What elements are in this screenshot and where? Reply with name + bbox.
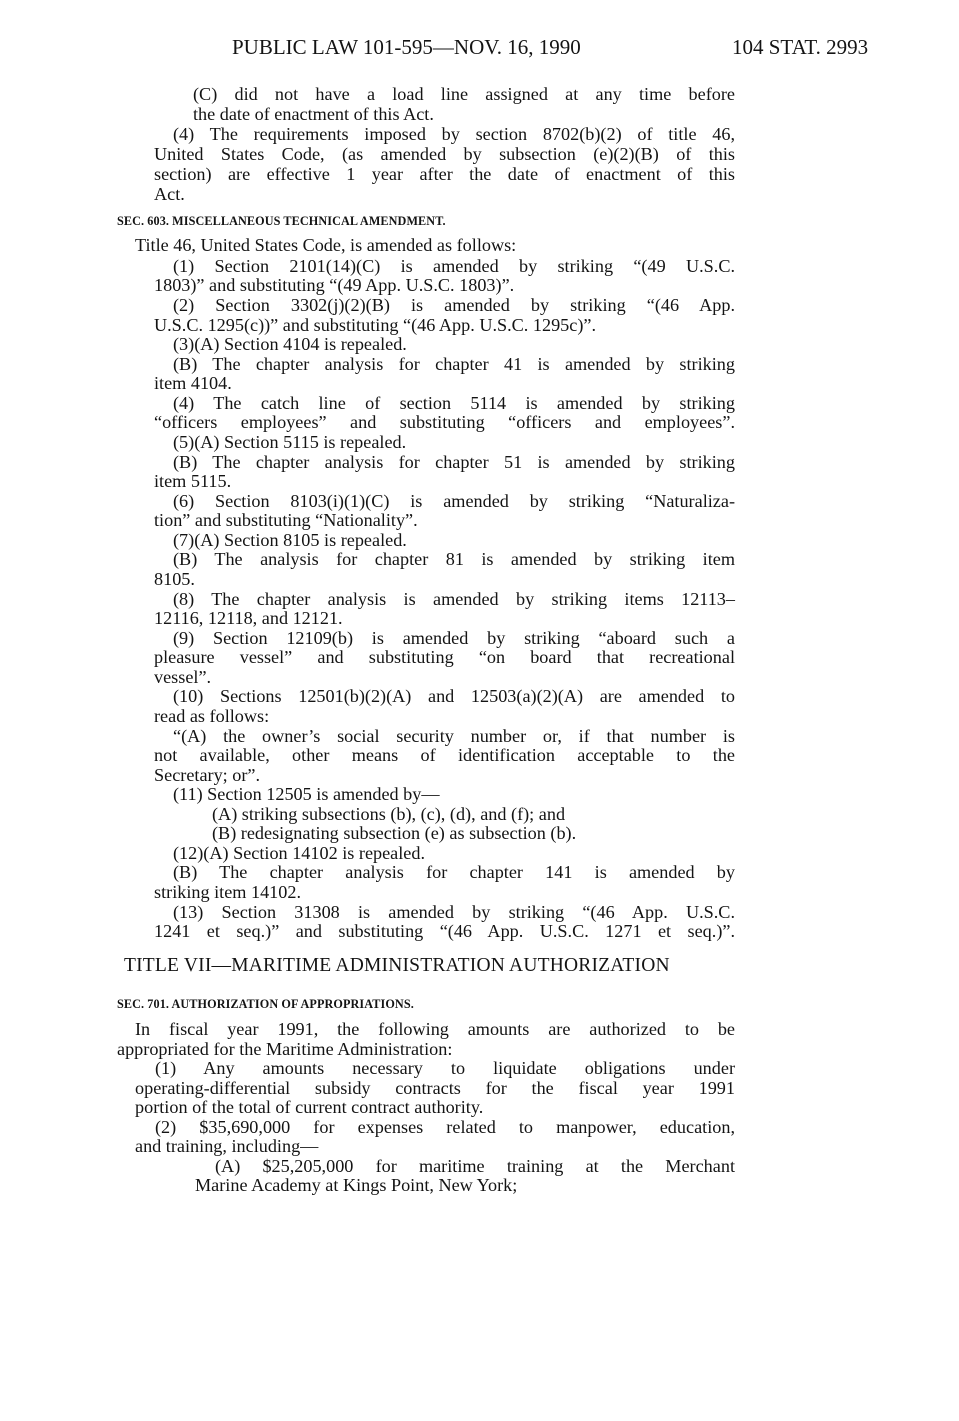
text-line: Title 46, United States Code, is amended as follows: [135,235,517,255]
text-line: (2) $35,690,000 for expenses related to manpower, education, [155,1117,735,1137]
text-line: (6) Section 8103(i)(1)(C) is amended by striking “Naturaliza- [173,491,735,511]
text-line: “(A) the owner’s social security number or, if that number is [173,726,735,746]
text-line: tion” and substituting “Nationality”. [154,510,418,530]
text-line: (9) Section 12109(b) is amended by striking “aboard such a [173,628,735,648]
text-line: the date of enactment of this Act. [193,104,434,124]
text-line: (7)(A) Section 8105 is repealed. [173,530,407,550]
text-line: (2) Section 3302(j)(2)(B) is amended by striking “(46 App. [173,295,735,315]
text-line: appropriated for the Maritime Administration: [117,1039,453,1059]
text-line: pleasure vessel” and substituting “on board that recreational [154,647,735,667]
text-line: portion of the total of current contract authority. [135,1097,484,1117]
text-line: (13) Section 31308 is amended by striking “(46 App. U.S.C. [173,902,735,922]
text-line: U.S.C. 1295(c))” and substituting “(46 App. U.S.C. 1295c)”. [154,315,597,335]
text-line: 1803)” and substituting “(49 App. U.S.C. 1803)”. [154,275,515,295]
text-line: (1) Any amounts necessary to liquidate obligations under [155,1058,735,1078]
text-line: read as follows: [154,706,270,726]
page-header [0,35,959,65]
text-line: (4) The catch line of section 5114 is amended by striking [173,393,735,413]
stat-citation: 104 STAT. 2993 [732,35,869,59]
text-line: Secretary; or”. [154,765,261,785]
text-line: (C) did not have a load line assigned at any time before [193,84,735,104]
running-head: PUBLIC LAW 101-595—NOV. 16, 1990 [232,35,581,59]
text-line: operating-differential subsidy contracts for the fiscal year 1991 [135,1078,735,1098]
text-line: Act. [154,184,185,204]
text-line: 12116, 12118, and 12121. [154,608,343,628]
text-line: (B) The chapter analysis for chapter 51 is amended by striking [173,452,735,472]
text-line: (5)(A) Section 5115 is repealed. [173,432,407,452]
text-line: section) are effective 1 year after the date of enactment of this [154,164,735,184]
text-line: United States Code, (as amended by subsection (e)(2)(B) of this [154,144,735,164]
text-line: not available, other means of identification acceptable to the [154,745,735,765]
text-line: (B) The chapter analysis for chapter 41 is amended by striking [173,354,735,374]
section-heading-701: SEC. 701. AUTHORIZATION OF APPROPRIATIONS. [117,997,414,1011]
text-line: (10) Sections 12501(b)(2)(A) and 12503(a)(2)(A) are amended to [173,686,735,706]
text-line: (A) striking subsections (b), (c), (d), and (f); and [212,804,566,824]
text-line: (B) The chapter analysis for chapter 141 is amended by [173,862,735,882]
text-line: “officers employees” and substituting “officers and employees”. [154,412,735,432]
text-line: (4) The requirements imposed by section 8702(b)(2) of title 46, [173,124,735,144]
text-line: (A) $25,205,000 for maritime training at the Merchant [215,1156,735,1176]
text-line: 1241 et seq.)” and substituting “(46 App. U.S.C. 1271 et seq.)”. [154,921,735,941]
text-line: Marine Academy at Kings Point, New York; [195,1175,518,1195]
text-line: item 5115. [154,471,232,491]
text-line: In fiscal year 1991, the following amounts are authorized to be [135,1019,735,1039]
text-line: (3)(A) Section 4104 is repealed. [173,334,407,354]
text-line: and training, including— [135,1136,319,1156]
text-line: (B) redesignating subsection (e) as subsection (b). [212,823,577,843]
text-line: item 4104. [154,373,232,393]
text-line: (1) Section 2101(14)(C) is amended by striking “(49 U.S.C. [173,256,735,276]
title-heading: TITLE VII—MARITIME ADMINISTRATION AUTHORIZATION [124,955,670,976]
section-heading-603: SEC. 603. MISCELLANEOUS TECHNICAL AMENDMENT. [117,214,446,228]
text-line: vessel”. [154,667,212,687]
text-line: 8105. [154,569,195,589]
text-line: striking item 14102. [154,882,302,902]
text-line: (11) Section 12505 is amended by— [173,784,440,804]
text-line: (B) The analysis for chapter 81 is amended by striking item [173,549,735,569]
text-line: (12)(A) Section 14102 is repealed. [173,843,426,863]
text-line: (8) The chapter analysis is amended by striking items 12113– [173,589,735,609]
